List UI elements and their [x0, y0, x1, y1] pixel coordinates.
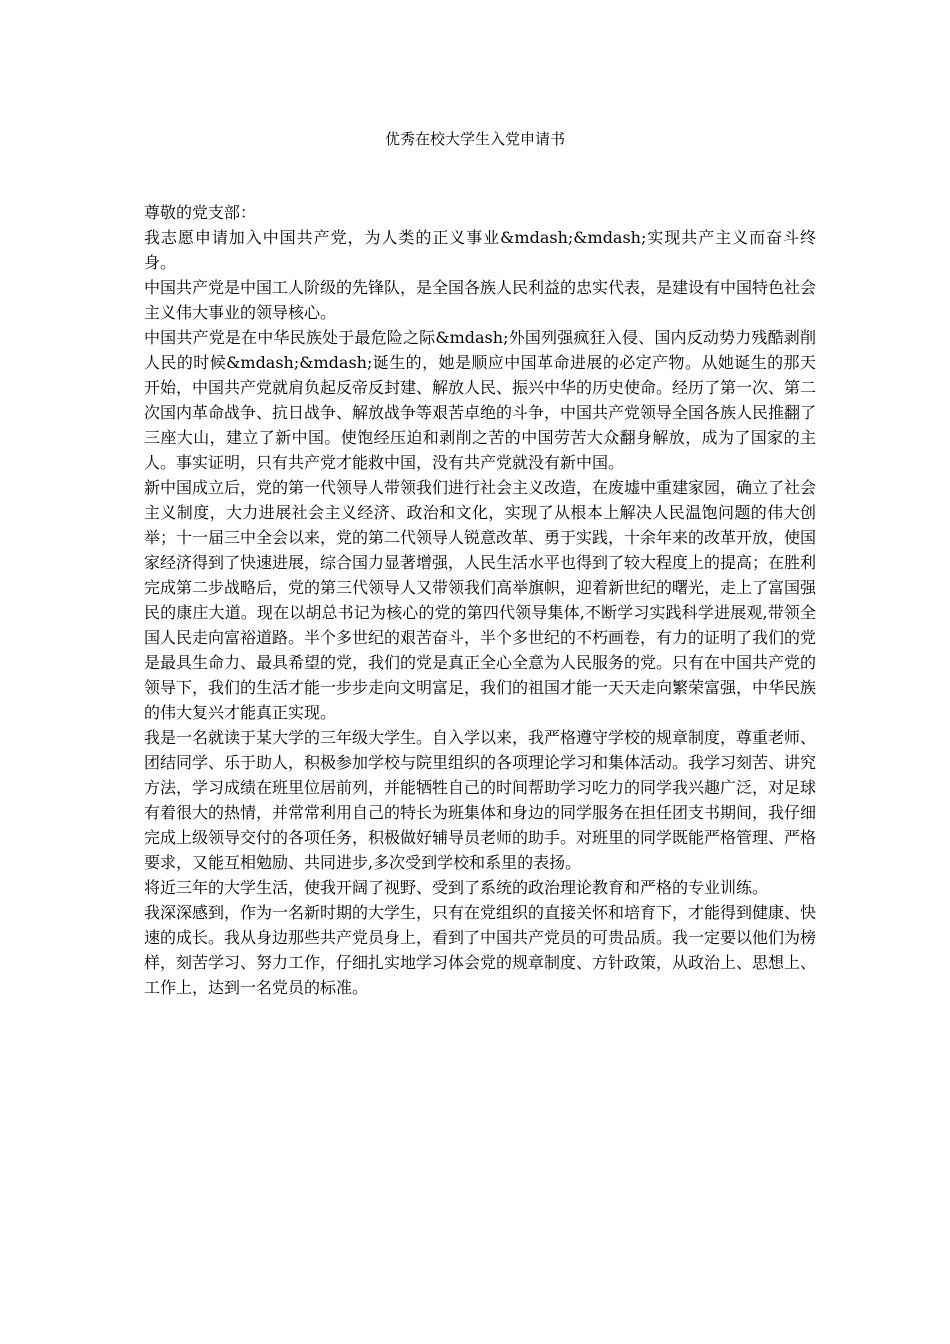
paragraph: 我是一名就读于某大学的三年级大学生。自入学以来，我严格遵守学校的规章制度，尊重老师、团结同学、乐于助人，积极参加学校与院里组织的各项理论学习和集体活动。我学习刻苦、讲究方法，学习成绩在班里位居前列，并能牺牲自己的时间帮助学习吃力的同学我兴趣广泛，对足球有着很大的热情，并常常利用自己的特长为班集体和身边的同学服务在担任团支书期间，我仔细完成上级领导交付的各项任务，积极做好辅导员老师的助手。对班里的同学既能严格管理、严格要求，又能互相勉励、共同进步,多次受到学校和系里的表扬。: [144, 728, 817, 872]
paragraph: 将近三年的大学生活，使我开阔了视野、受到了系统的政治理论教育和严格的专业训练。: [144, 878, 769, 897]
paragraph: 我志愿申请加入中国共产党，为人类的正义事业&mdash;&mdash;实现共产主义而奋斗终身。: [144, 228, 816, 272]
paragraph: 中国共产党是在中华民族处于最危险之际&mdash;外国列强疯狂入侵、国内反动势力残酷剥削人民的时候&mdash;&mdash;诞生的，她是顺应中国革命进展的必定产物。从她诞生的那天开始，中国共产党就肩负起反帝反封建、解放人民、振兴中华的历史使命。经历了第一次、第二次国内革命战争、抗日战争、解放战争等艰苦卓绝的斗争，中国共产党领导全国各族人民推翻了三座大山，建立了新中国。使饱经压迫和剥削之苦的中国劳苦大众翻身解放，成为了国家的主人。事实证明，只有共产党才能救中国，没有共产党就没有新中国。: [144, 328, 817, 472]
paragraph: 新中国成立后，党的第一代领导人带领我们进行社会主义改造，在废墟中重建家园，确立了社会主义制度，大力进展社会主义经济、政治和文化，实现了从根本上解决人民温饱问题的伟大创举；十一届三中全会以来，党的第二代领导人锐意改革、勇于实践，十余年来的改革开放，使国家经济得到了快速进展，综合国力显著增强，人民生活水平也得到了较大程度上的提高；在胜利完成第二步战略后，党的第三代领导人又带领我们高举旗帜，迎着新世纪的曙光，走上了富国强民的康庄大道。现在以胡总书记为核心的党的第四代领导集体,不断学习实践科学进展观,带领全国人民走向富裕道路。半个多世纪的艰苦奋斗，半个多世纪的不朽画卷，有力的证明了我们的党是最具生命力、最具希望的党，我们的党是真正全心全意为人民服务的党。只有在中国共产党的领导下，我们的生活才能一步步走向文明富足，我们的祖国才能一天天走向繁荣富强，中华民族的伟大复兴才能真正实现。: [144, 478, 817, 722]
paragraph: 中国共产党是中国工人阶级的先锋队，是全国各族人民利益的忠实代表，是建设有中国特色社会主义伟大事业的领导核心。: [144, 278, 817, 322]
salutation: 尊敬的党支部：: [144, 203, 257, 222]
paragraph: 我深深感到，作为一名新时期的大学生，只有在党组织的直接关怀和培育下，才能得到健康、快速的成长。我从身边那些共产党员身上，看到了中国共产党员的可贵品质。我一定要以他们为榜样，刻苦学习、努力工作，仔细扎实地学习体会党的规章制度、方针政策，从政治上、思想上、工作上，达到一名党员的标准。: [144, 903, 817, 997]
document-title: 优秀在校大学生入党申请书: [384, 130, 565, 148]
document-body: [144, 200, 816, 1000]
